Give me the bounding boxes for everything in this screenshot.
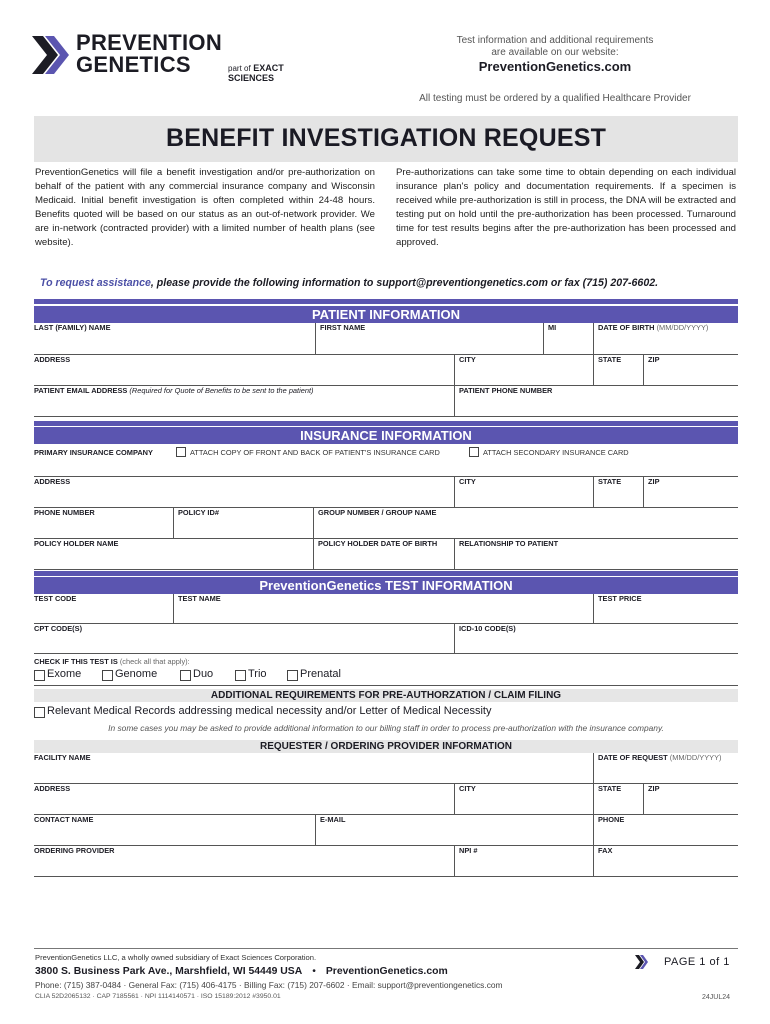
test-section-top-bar — [34, 571, 738, 576]
policy-holder-dob-field[interactable]: POLICY HOLDER DATE OF BIRTH — [313, 539, 454, 570]
assistance-instructions: To request assistance, please provide the following information to support@preventiongenetics.com or fax (715) 207-6602. — [40, 277, 659, 289]
patient-address-field[interactable]: ADDRESS — [34, 355, 454, 386]
test-code-field[interactable]: TEST CODE — [34, 594, 173, 624]
website-link[interactable]: PreventionGenetics.com — [478, 59, 632, 74]
test-type-row: CHECK IF THIS TEST IS (check all that apply): — [34, 654, 738, 686]
group-number-field[interactable]: GROUP NUMBER / GROUP NAME — [313, 508, 738, 539]
mi-field[interactable]: MI — [543, 323, 593, 355]
requester-fax-field[interactable]: FAX — [593, 846, 738, 877]
patient-section-header: PATIENT INFORMATION — [34, 306, 738, 323]
logo-chevron-icon — [30, 34, 74, 76]
contact-name-field[interactable]: CONTACT NAME — [34, 815, 315, 846]
attach-primary-card-checkbox[interactable] — [176, 447, 186, 457]
logo-partner: part of EXACT SCIENCES — [228, 63, 284, 83]
npi-field[interactable]: NPI # — [454, 846, 593, 877]
page-title: BENEFIT INVESTIGATION REQUEST — [165, 124, 607, 152]
insurance-section-top-bar — [34, 421, 738, 426]
patient-city-field[interactable]: CITY — [454, 355, 593, 386]
double-chevron-icon — [634, 954, 650, 970]
logo-wordmark: PREVENTION GENETICS — [76, 30, 223, 77]
footer-subsidiary: PreventionGenetics LLC, a wholly owned subsidiary of Exact Sciences Corporation. — [35, 953, 317, 962]
prenatal-label: Prenatal — [300, 668, 341, 680]
insurance-address-field[interactable]: ADDRESS — [34, 477, 454, 508]
patient-zip-field[interactable]: ZIP — [643, 355, 738, 386]
insurance-state-field[interactable]: STATE — [593, 477, 643, 508]
requester-city-field[interactable]: CITY — [454, 784, 593, 815]
footer-address: 3800 S. Business Park Ave., Marshfield, WI 54449 USA • PreventionGenetics.com — [35, 966, 448, 977]
genome-label: Genome — [115, 668, 158, 680]
relationship-field[interactable]: RELATIONSHIP TO PATIENT — [454, 539, 738, 570]
requester-zip-field[interactable]: ZIP — [643, 784, 738, 815]
test-price-field[interactable]: TEST PRICE — [593, 594, 738, 624]
trio-checkbox[interactable] — [235, 670, 246, 681]
page-number: PAGE 1 of 1 — [664, 956, 730, 968]
duo-label: Duo — [193, 668, 214, 680]
patient-dob-field[interactable]: DATE OF BIRTH (MM/DD/YYYY) — [593, 323, 738, 355]
duo-checkbox[interactable] — [180, 670, 191, 681]
first-name-field[interactable]: FIRST NAME — [315, 323, 543, 355]
last-name-field[interactable]: LAST (FAMILY) NAME — [34, 323, 315, 355]
prevention-genetics-logo — [30, 30, 320, 83]
footer-divider — [34, 948, 738, 949]
insurance-phone-field[interactable]: PHONE NUMBER — [34, 508, 173, 539]
medical-records-checkbox[interactable] — [34, 707, 45, 718]
attach-primary-card-label: ATTACH COPY OF FRONT AND BACK OF PATIENT'S INSURANCE CARD — [190, 448, 440, 457]
requester-header: REQUESTER / ORDERING PROVIDER INFORMATION — [34, 740, 738, 753]
attach-secondary-card-checkbox[interactable] — [469, 447, 479, 457]
policy-holder-name-field[interactable]: POLICY HOLDER NAME — [34, 539, 313, 570]
primary-insurance-field[interactable]: PRIMARY INSURANCE COMPANY — [34, 444, 738, 477]
ordering-note: All testing must be ordered by a qualified Healthcare Provider — [419, 93, 691, 104]
insurance-section-header: INSURANCE INFORMATION — [34, 427, 738, 444]
patient-section-top-bar — [34, 299, 738, 304]
patient-state-field[interactable]: STATE — [593, 355, 643, 386]
exome-label: Exome — [47, 668, 82, 680]
icd-codes-field[interactable]: ICD-10 CODE(S) — [454, 624, 738, 654]
requester-address-field[interactable]: ADDRESS — [34, 784, 454, 815]
website-info: Test information and additional requirements are available on our website: — [456, 35, 654, 58]
patient-phone-field[interactable]: PATIENT PHONE NUMBER — [454, 386, 738, 417]
intro-right: Pre-authorizations can take some time to obtain depending on each individual insurance plan's policy and documentation requirements. If a specimen is received while pre-authorization is still in process, the DNA will be extracted and testing put on hold until the pre-authorization has been processed. Turnaround time for test results begins after the pre-authorization has been processed and approved. — [396, 167, 736, 249]
insurance-zip-field[interactable]: ZIP — [643, 477, 738, 508]
policy-id-field[interactable]: POLICY ID# — [173, 508, 313, 539]
exome-checkbox[interactable] — [34, 670, 45, 681]
trio-label: Trio — [248, 668, 267, 680]
additional-info-note: In some cases you may be asked to provide additional information to our billing staff in order to process pre-authorization with the insurance company. — [108, 723, 664, 733]
ordering-provider-field[interactable]: ORDERING PROVIDER — [34, 846, 454, 877]
revision-code: 24JUL24 — [702, 994, 731, 1001]
test-name-field[interactable]: TEST NAME — [173, 594, 593, 624]
requester-email-field[interactable]: E-MAIL — [315, 815, 593, 846]
test-section-header: PreventionGenetics TEST INFORMATION — [34, 577, 738, 594]
intro-left: PreventionGenetics will file a benefit investigation and/or pre-authorization on behalf of the patient with any commercial insurance company and Wisconsin Medicaid. Initial benefit investigation is often completed within 24-48 hours. Benefits quoted will be based on our status as an out-of-network provider. We are in-network (contracted provider) with a limited number of health plans (see website). — [35, 167, 375, 249]
date-of-request-field[interactable]: DATE OF REQUEST (MM/DD/YYYY) — [593, 753, 738, 784]
requester-state-field[interactable]: STATE — [593, 784, 643, 815]
insurance-city-field[interactable]: CITY — [454, 477, 593, 508]
genome-checkbox[interactable] — [102, 670, 113, 681]
facility-name-field[interactable]: FACILITY NAME — [34, 753, 593, 784]
patient-email-field[interactable]: PATIENT EMAIL ADDRESS (Required for Quote of Benefits to be sent to the patient) — [34, 386, 454, 417]
cpt-codes-field[interactable]: CPT CODE(S) — [34, 624, 454, 654]
attach-secondary-card-label: ATTACH SECONDARY INSURANCE CARD — [483, 448, 629, 457]
footer-accreditation: CLIA 52D2065132 · CAP 7185561 · NPI 1114140571 · ISO 15189:2012 #3950.01 — [35, 993, 281, 1000]
additional-requirements-header: ADDITIONAL REQUIREMENTS FOR PRE-AUTHORZATION / CLAIM FILING — [34, 689, 738, 702]
prenatal-checkbox[interactable] — [287, 670, 298, 681]
footer-contact-numbers: Phone: (715) 387-0484 · General Fax: (715) 406-4175 · Billing Fax: (715) 207-6602 · Email: support@preventiongenetics.com — [35, 980, 503, 990]
requester-phone-field[interactable]: PHONE — [593, 815, 738, 846]
medical-records-label: Relevant Medical Records addressing medical necessity and/or Letter of Medical Necessity — [47, 705, 492, 717]
